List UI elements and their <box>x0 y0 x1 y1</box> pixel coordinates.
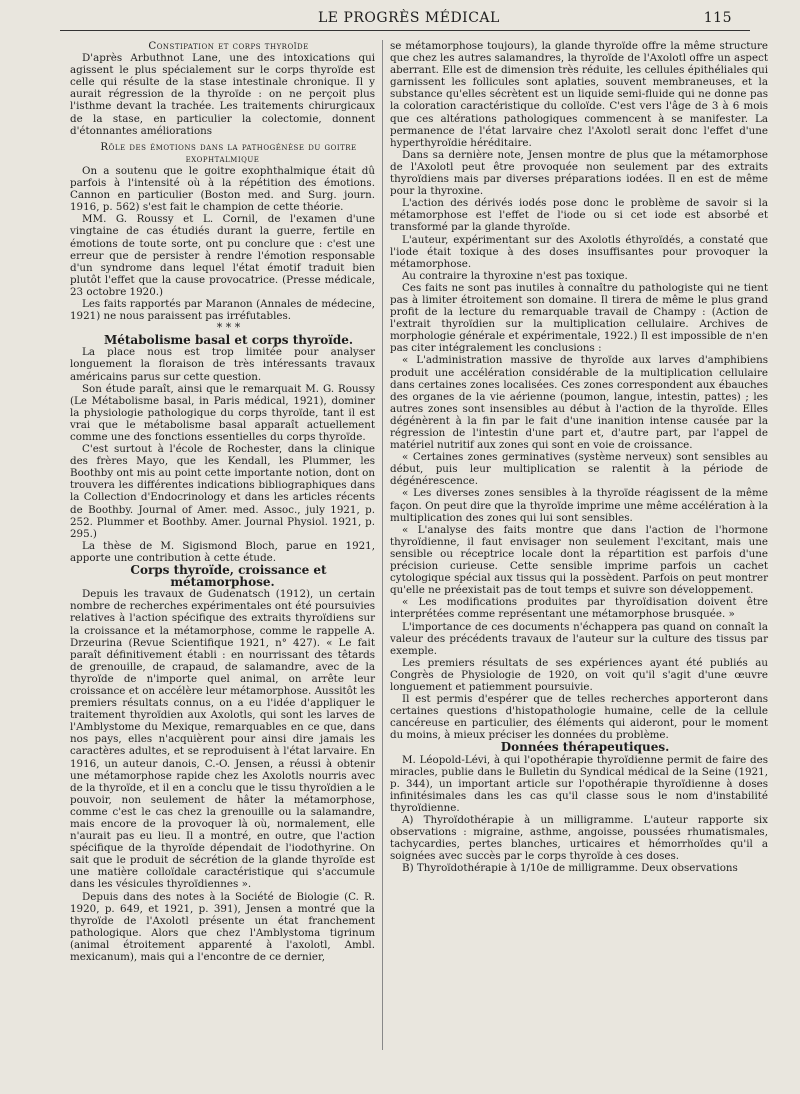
paragraph: Depuis les travaux de Gudenatsch (1912), un certain nombre de recherches expérimentales ont été poursuivies relatives à l'action spécifique des extraits thyroïdiens sur la croissance et la métamorphose, comme le rappelle A. Drzeurina (Revue Scientifique 1921, n° 427). « Le fait paraît définitivement établi : en nourrissant des têtards de grenouille, de crapaud, de salamandre, avec de la thyroïde de n'importe quel animal, on arrête leur croissance et on accélère leur métamorphose. Aussitôt les premiers résultats connus, on a eu l'idée d'appliquer le traitement thyroïdien aux Axolotls, qui sont les larves de l'Amblystome du Mexique, remarquables en ce que, dans nos pays, elles n'acquièrent pour ainsi dire jamais les caractères adultes, et se reproduisent à l'état larvaire. En 1916, un auteur danois, C.-O. Jensen, a réussi à obtenir une métamorphose rapide chez les Axolotls nourris avec de la thyroïde, et il en a conclu que le tissu thyroïdien a le pouvoir, non seulement de hâter la métamorphose, comme c'est le cas chez la grenouille ou la salamandre, mais encore de la provoquer là où, normalement, elle n'aurait pas eu lieu. Il a montré, en outre, que l'action spécifique de la thyroïde dépendait de l'iodothyrine. On sait que le produit de sécrétion de la glande thyroïde est une matière colloïdale caractéristique qui s'accumule dans les vésicules thyroïdiennes ». <box>70 588 375 891</box>
paragraph: Il est permis d'espérer que de telles recherches apporteront dans certaines questions d'histopathologie humaine, celle de la cellule cancéreuse en particulier, des éléments qui aideront, pour le moment du moins, à mieux préciser les données du problème. <box>390 693 768 742</box>
section-title-croissance: Corps thyroïde, croissance et métamorphose. <box>130 563 327 590</box>
paragraph: C'est surtout à l'école de Rochester, dans la clinique des frères Mayo, que les Kendall, les Plummer, les Boothby ont mis au point cette importante notion, dont on trouvera les différentes indications bibliographiques dans la Collection d'Endocrinology et dans les articles récents de Boothby. Journal of Amer. med. Assoc., july 1921, p. 252. Plummer et Boothby. Amer. Journal Physiol. 1921, p. 295.) <box>70 443 375 540</box>
column-divider <box>382 40 383 1050</box>
paragraph: A) Thyroïdothérapie à un milligramme. L'auteur rapporte six observations : migraine, asthme, angoisse, poussées rhumatismales, tachycardies, pertes blanches, urticaires et hémorrhoïdes qu'il a soignées avec succès par le corps thyroïde à ces doses. <box>390 814 768 863</box>
paragraph: Ces faits ne sont pas inutiles à connaître du pathologiste qui ne tient pas à limiter étroitement son domaine. Il tirera de même le plus grand profit de la lecture du remarquable travail de Champy : (Action de l'extrait thyroïdien sur la multiplication cellulaire. Archives de morphologie générale et expérimentale, 1922.) Il est impossible de n'en pas citer intégralement les conclusions : <box>390 281 768 355</box>
quoted-paragraph: « Les modifications produites par thyroïdisation doivent être interprétées comme représentant une métamorphose brusquée. » <box>390 596 768 621</box>
paragraph: L'importance de ces documents n'échappera pas quand on connaît la valeur des précédents travaux de l'auteur sur la culture des tissus par exemple. <box>390 620 768 657</box>
paragraph: L'action des dérivés iodés pose donc le problème de savoir si la métamorphose est l'effet de l'iode ou si cet iode est absorbé et transformé par la glande thyroïde. <box>390 197 768 234</box>
paragraph: La place nous est trop limitée pour analyser longuement la floraison de très intéressants travaux américains parus sur cette question. <box>70 346 375 383</box>
paragraph: D'après Arbuthnot Lane, une des intoxications qui agissent le plus spécialement sur le corps thyroïde est celle qui résulte de la stase intestinale chronique. Il y aurait régression de la thyroïde : on ne perçoit plus l'isthme devant la trachée. Les traitements chirurgicaux de la stase, en particulier la colectomie, donnent d'étonnantes améliorations <box>70 52 375 137</box>
paragraph: Les faits rapportés par Maranon (Annales de médecine, 1921) ne nous paraissent pas irréfutables. <box>70 297 375 323</box>
section-title-emotions: Rôle des émotions dans la pathogénèse du goitre exophtalmique <box>100 140 357 165</box>
paragraph: On a soutenu que le goitre exophthalmique était dû parfois à l'intensité où à la répétition des émotions. Cannon en particulier (Boston med. and Surg. journ. 1916, p. 562) s'est fait le champion de cette théorie. <box>70 164 375 214</box>
paragraph: Son étude paraît, ainsi que le remarquait M. G. Roussy (Le Métabolisme basal, in Paris médical, 1921), dominer la physiologie pathologique du corps thyroïde, tant il est vrai que le métabolisme basal apparaît actuellement comme une des fonctions essentielles du corps thyroïde. <box>70 382 375 443</box>
paragraph: Depuis dans des notes à la Société de Biologie (C. R. 1920, p. 649, et 1921, p. 391), Jensen a montré que la thyroïde de l'Axolotl présente un état franchement pathologique. Alors que chez l'Amblystoma tigrinum (animal étroitement apparenté à l'axolotl, Ambl. mexicanum), mais qui a l'encontre de ce dernier, <box>70 890 375 964</box>
section-title-therapeutiques: Données thérapeutiques. <box>500 740 670 755</box>
paragraph: M. Léopold-Lévi, à qui l'opothérapie thyroïdienne permit de faire des miracles, publie dans le Bulletin du Syndical médical de la Seine (1921, p. 344), un important article sur l'opothérapie thyroïdienne à doses infinitésimales dans les cas qu'il classe sous le nom d'instabilité thyroïdienne. <box>390 753 768 814</box>
quoted-paragraph: « Certaines zones germinatives (système nerveux) sont sensibles au début, puis leur multiplication se ralentit à la période de dégénérescence. <box>390 451 768 488</box>
quoted-paragraph: « L'analyse des faits montre que dans l'action de l'hormone thyroïdienne, il faut envisager non seulement l'excitant, mais une sensible ou réceptrice locale dont la répartition est parfois d'une précision curieuse. Cette sensible imprime parfois un cachet cytologique spécial aux tissus qui la possèdent. Parfois on peut montrer qu'elle ne préexistait pas de tout temps et suivre son développement. <box>390 523 768 597</box>
page-number: 115 <box>703 10 732 26</box>
paragraph: Dans sa dernière note, Jensen montre de plus que la métamorphose de l'Axolotl peut être provoquée non seulement par des extraits thyroïdiens mais par diverses préparations iodées. Il en est de même pour la thyroxine. <box>390 148 768 198</box>
running-title: LE PROGRÈS MÉDICAL <box>318 10 500 26</box>
paragraph: MM. G. Roussy et L. Cornil, de l'examen d'une vingtaine de cas étudiés durant la guerre, fertile en émotions de toute sorte, ont pu conclure que : c'est une erreur que de persister à rendre l'émotion responsable d'un syndrome dans lequel l'état émotif traduit bien plutôt l'effet que la cause provocatrice. (Presse médicale, 23 octobre 1920.) <box>70 213 375 298</box>
section-separator: * * * <box>216 321 241 335</box>
section-title-constipation: Constipation et corps thyroïde <box>148 40 309 52</box>
paragraph: Au contraire la thyroxine n'est pas toxique. <box>402 269 628 282</box>
paragraph: La thèse de M. Sigismond Bloch, parue en 1921, apporte une contribution à cette étude. <box>70 539 375 564</box>
paragraph: se métamorphose toujours), la glande thyroïde offre la même structure que chez les autres salamandres, la thyroïde de l'Axolotl offre un aspect aberrant. Elle est de dimension très réduite, les cellules épithéliales qui garnissent les follicules sont aplaties, souvent membraneuses, et la substance qu'elles sécrètent est un liquide semi-fluide qui ne donne pas la coloration caractéristique du colloïde. C'est vers l'âge de 3 à 6 mois que ces altérations pathologiques commencent à se manifester. La permanence de l'état larvaire chez l'Axolotl serait donc l'effet d'une hyperthyroïdie héréditaire. <box>390 40 768 149</box>
page-header <box>60 8 750 31</box>
paragraph: B) Thyroïdothérapie à 1/10e de milligramme. Deux observations <box>402 862 738 875</box>
right-column <box>390 40 768 874</box>
quoted-paragraph: « L'administration massive de thyroïde aux larves d'amphibiens produit une accélération considérable de la multiplication cellulaire dans certaines zones localisées. Ces zones correspondent aux ébauches des organes de la vie aérienne (poumon, langue, intestin, pattes) ; les autres zones sont insensibles au début à l'action de la thyroïde. Elles dégénèrent à la fin par le fait d'une inanition intense causée par la régression de l'intestin d'une part et, d'autre part, par l'appel de matériel nutritif aux zones qui sont en voie de croissance. <box>390 354 768 452</box>
paragraph: Les premiers résultats de ses expériences ayant été publiés au Congrès de Physiologie de 1920, on voit qu'il s'agit d'une œuvre longuement et patiemment poursuivie. <box>390 656 768 693</box>
section-title-metabolisme: Métabolisme basal et corps thyroïde. <box>103 333 354 348</box>
left-column <box>70 40 375 963</box>
paragraph: L'auteur, expérimentant sur des Axolotls éthyroïdés, a constaté que l'iode était toxique à des doses insuffisantes pour provoquer la métamorphose. <box>390 233 768 270</box>
quoted-paragraph: « Les diverses zones sensibles à la thyroïde réagissent de la même façon. On peut dire que la thyroïde imprime une même accélération à la multiplication des zones qui lui sont sensibles. <box>390 487 768 524</box>
